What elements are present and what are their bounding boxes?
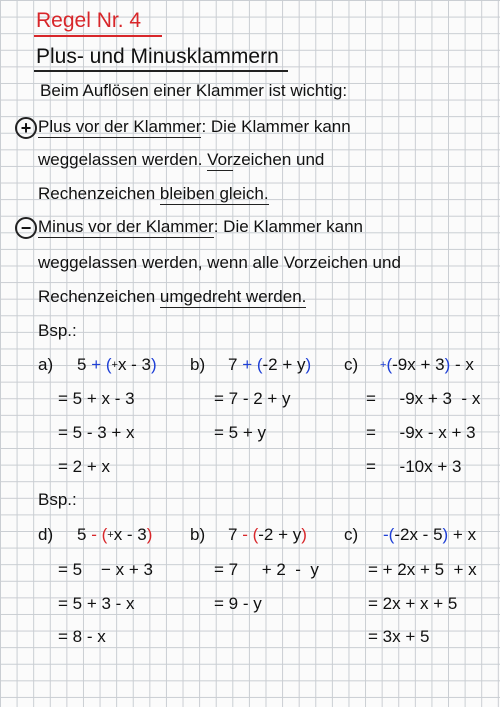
rule-plus-line-2: weggelassen werden. Vorzeichen und (38, 150, 325, 169)
example-b2-expression: 7 - (-2 + y) (228, 525, 307, 544)
example-c-step-1: = -9x + 3 - x (366, 389, 481, 408)
example-b-step-1: = 7 - 2 + y (214, 389, 291, 408)
example-c2-expression: -(-2x - 5) + x (383, 525, 477, 544)
rule-minus-line-1: Minus vor der Klammer: Die Klammer kann (38, 217, 363, 236)
example-c-expression: +(-9x + 3) - x (380, 355, 474, 374)
example-b-step-2: = 5 + y (214, 423, 266, 442)
example-c-step-2: = -9x - x + 3 (366, 423, 476, 442)
example-a-label: a) (38, 355, 54, 374)
subtitle-underline (34, 70, 288, 72)
rule-plus-line-3: Rechenzeichen bleiben gleich. (38, 184, 269, 203)
example-c-label: c) (344, 355, 359, 374)
minus-circle-icon: − (15, 217, 37, 239)
intro-text: Beim Auflösen einer Klammer ist wichtig: (40, 81, 348, 100)
rule-plus-line-1: Plus vor der Klammer: Die Klammer kann (38, 117, 351, 136)
rule-minus-heading: Minus vor der Klammer (38, 217, 214, 236)
example-label-2: Bsp.: (38, 490, 77, 509)
example-label: Bsp.: (38, 321, 77, 340)
example-c2-step-3: = 3x + 5 (368, 627, 430, 646)
rule-plus-heading: Plus vor der Klammer (38, 117, 202, 136)
example-c-step-3: = -10x + 3 (366, 457, 462, 476)
title-underline (34, 35, 162, 37)
example-a-step-2: = 5 - 3 + x (58, 423, 135, 442)
example-d-step-2: = 5 + 3 - x (58, 594, 135, 613)
page-subtitle: Plus- und Minusklammern (36, 45, 279, 68)
rule-minus-line-2: weggelassen werden, wenn alle Vorzeichen und (38, 253, 401, 272)
example-b2-step-2: = 9 - y (214, 594, 262, 613)
example-c2-step-2: = 2x + x + 5 (368, 594, 458, 613)
example-a-expression: 5 + (+x - 3) (77, 355, 157, 374)
example-d-expression: 5 - (+x - 3) (77, 525, 153, 544)
plus-circle-icon: + (15, 117, 37, 139)
page-title: Regel Nr. 4 (36, 9, 142, 32)
example-c2-label: c) (344, 525, 359, 544)
example-a-step-3: = 2 + x (58, 457, 110, 476)
example-c2-step-1: = + 2x + 5 + x (368, 560, 477, 579)
example-d-label: d) (38, 525, 54, 544)
example-b2-label: b) (190, 525, 206, 544)
rule-minus-line-3: Rechenzeichen umgedreht werden. (38, 287, 307, 306)
example-b-label: b) (190, 355, 206, 374)
example-a-step-1: = 5 + x - 3 (58, 389, 135, 408)
example-b-expression: 7 + (-2 + y) (228, 355, 312, 374)
example-b2-step-1: = 7 + 2 - y (214, 560, 319, 579)
example-d-step-1: = 5 − x + 3 (58, 560, 153, 579)
example-d-step-3: = 8 - x (58, 627, 106, 646)
